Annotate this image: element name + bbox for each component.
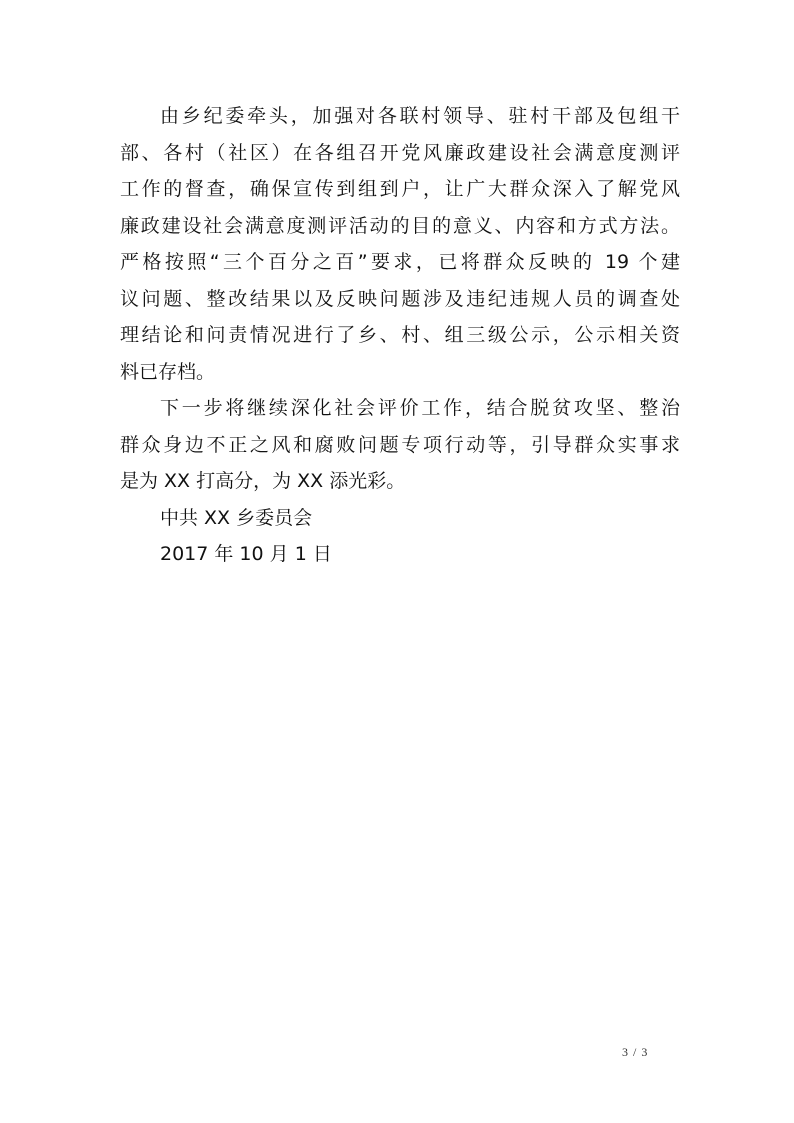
paragraph-line: 部、各村（社区）在各组召开党风廉政建设社会满意度测评: [120, 141, 680, 164]
signature-organization: 中共 XX 乡委员会: [160, 506, 313, 529]
paragraph-line: 下一步将继续深化社会评价工作，结合脱贫攻坚、整治: [160, 397, 680, 419]
paragraph-next-steps: [120, 390, 680, 500]
paragraph-supervision: [120, 98, 680, 390]
paragraph-line: 廉政建设社会满意度测评活动的目的意义、内容和方式方法。: [120, 214, 680, 237]
paragraph-line: 料已存档。: [120, 360, 216, 383]
paragraph-line: 群众身边不正之风和腐败问题专项行动等，引导群众实事求: [120, 433, 680, 456]
document-body: [120, 98, 680, 573]
page-number: 3 / 3: [622, 1045, 649, 1059]
paragraph-line: 是为 XX 打高分，为 XX 添光彩。: [120, 470, 406, 492]
paragraph-line: 严格按照“三个百分之百”要求，已将群众反映的 19 个建: [120, 251, 680, 273]
paragraph-line: 理结论和问责情况进行了乡、村、组三级公示，公示相关资: [120, 324, 680, 346]
paragraph-line: 议问题、整改结果以及反映问题涉及违纪违规人员的调查处: [120, 287, 680, 310]
paragraph-line: 工作的督查，确保宣传到组到户，让广大群众深入了解党风: [120, 178, 680, 200]
signature-date: 2017 年 10 月 1 日: [160, 543, 332, 565]
paragraph-line: 由乡纪委牵头，加强对各联村领导、驻村干部及包组干: [160, 105, 680, 127]
